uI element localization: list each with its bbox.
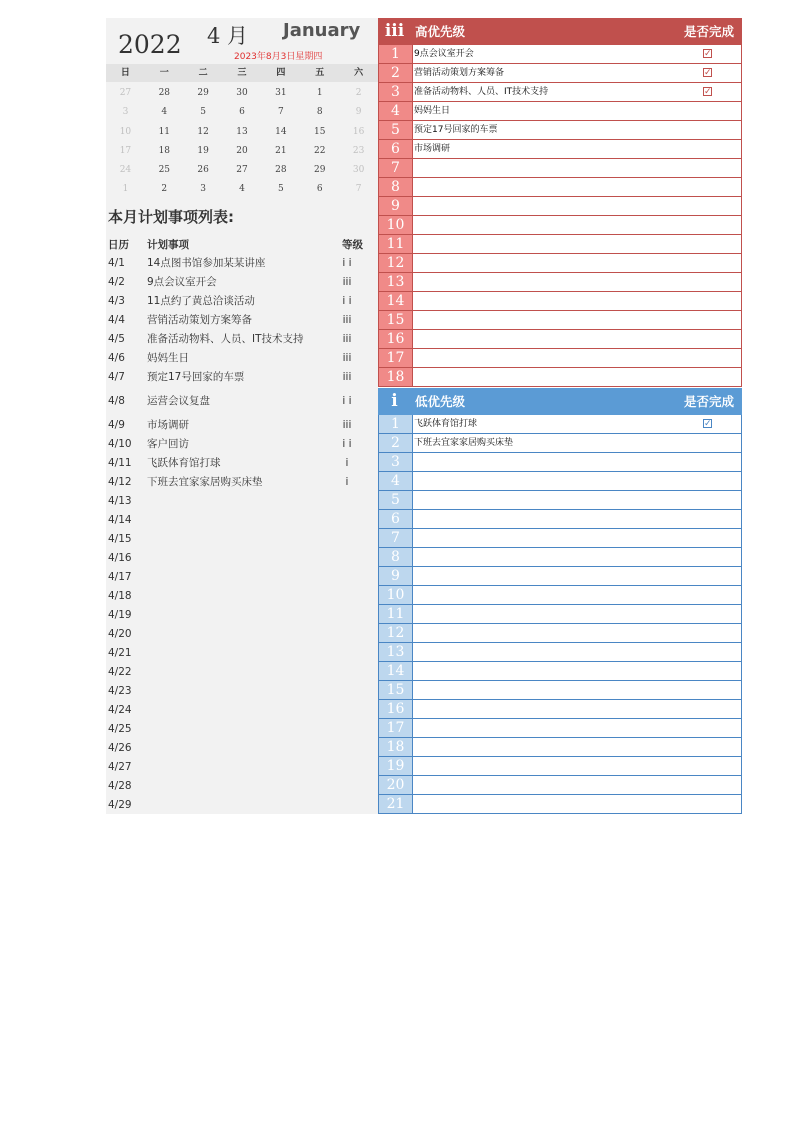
row-number: 3	[379, 453, 413, 471]
calendar-day[interactable]: 6	[316, 184, 323, 195]
low-priority-task-row[interactable]	[379, 491, 741, 510]
row-number: 9	[379, 197, 413, 215]
calendar-day[interactable]: 30	[236, 88, 248, 98]
row-number: 10	[379, 586, 413, 604]
row-number: 21	[379, 795, 413, 813]
calendar-year: 2022	[118, 30, 182, 59]
plan-row	[106, 568, 378, 587]
calendar-day[interactable]: 12	[197, 126, 209, 137]
plan-date: 4/3	[108, 295, 125, 307]
high-priority-task-row[interactable]	[379, 102, 741, 121]
low-priority-task-row[interactable]	[379, 795, 741, 814]
priority-mark-high: iii	[384, 21, 405, 41]
calendar-day[interactable]: 13	[236, 126, 248, 137]
low-priority-task-row[interactable]	[379, 757, 741, 776]
low-priority-task-row[interactable]	[379, 605, 741, 624]
low-priority-task-row[interactable]	[379, 738, 741, 757]
calendar-panel	[106, 18, 378, 814]
row-number: 5	[379, 491, 413, 509]
high-priority-panel	[378, 18, 742, 387]
weekday-label: 四	[276, 68, 286, 78]
task-text[interactable]: 营销活动策划方案筹备	[414, 68, 505, 78]
plan-row	[106, 663, 378, 682]
high-priority-task-row[interactable]	[379, 349, 741, 368]
row-number: 18	[379, 368, 413, 386]
plan-row	[106, 392, 378, 411]
weekday-label: 二	[198, 68, 208, 78]
low-priority-task-row[interactable]	[379, 776, 741, 795]
plan-item: 11点约了黄总洽谈活动	[147, 295, 255, 307]
plan-date: 4/16	[108, 552, 132, 564]
task-text[interactable]: 妈妈生日	[414, 106, 451, 116]
plan-row	[106, 739, 378, 758]
calendar-day[interactable]: 24	[119, 165, 132, 176]
low-priority-task-row[interactable]	[379, 586, 741, 605]
task-text[interactable]: 市场调研	[414, 144, 451, 154]
plan-list-title: 本月计划事项列表:	[108, 208, 234, 226]
plan-date: 4/19	[108, 609, 132, 621]
calendar-day[interactable]: 30	[352, 165, 365, 176]
high-priority-task-row[interactable]	[379, 140, 741, 159]
calendar-day[interactable]: 17	[119, 145, 132, 156]
weekday-label: 六	[354, 68, 364, 78]
plan-row	[106, 292, 378, 311]
plan-row	[106, 492, 378, 511]
calendar-day[interactable]: 26	[197, 165, 209, 176]
plan-date: 4/25	[108, 723, 132, 735]
calendar-grid	[106, 84, 378, 200]
high-priority-task-row[interactable]	[379, 178, 741, 197]
weekday-label: 日	[120, 68, 130, 78]
calendar-day[interactable]: 5	[278, 184, 284, 195]
high-priority-list	[378, 45, 742, 387]
plan-level: iii	[342, 419, 352, 431]
high-priority-task-row[interactable]	[379, 311, 741, 330]
weekday-label: 一	[159, 68, 169, 78]
plan-row	[106, 644, 378, 663]
calendar-month-en: January	[283, 20, 361, 41]
plan-level: iii	[342, 352, 352, 364]
row-number: 1	[379, 415, 413, 433]
task-text[interactable]: 9点会议室开会	[414, 49, 474, 59]
plan-date: 4/2	[108, 276, 125, 288]
high-priority-done-label: 是否完成	[683, 24, 734, 39]
high-priority-task-row[interactable]	[379, 159, 741, 178]
plan-date: 4/26	[108, 742, 132, 754]
weekday-label: 五	[315, 68, 325, 78]
plan-list-header	[106, 237, 378, 253]
task-text[interactable]: 下班去宜家家居购买床垫	[414, 438, 514, 448]
plan-row	[106, 511, 378, 530]
row-number: 12	[379, 254, 413, 272]
calendar-month-cn: 4 月	[207, 24, 249, 48]
row-number: 4	[379, 102, 413, 120]
calendar-day[interactable]: 1	[316, 88, 323, 98]
plan-row	[106, 796, 378, 815]
plan-row	[106, 330, 378, 349]
plan-item: 9点会议室开会	[147, 276, 217, 288]
task-text[interactable]: 准备活动物料、人员、IT技术支持	[414, 87, 549, 97]
low-priority-task-row[interactable]	[379, 643, 741, 662]
plan-date: 4/8	[108, 395, 125, 407]
calendar-day[interactable]: 7	[355, 184, 362, 195]
calendar-day[interactable]: 4	[161, 107, 168, 118]
row-number: 12	[379, 624, 413, 642]
plan-level: i	[345, 457, 349, 469]
low-priority-title: 低优先级	[415, 394, 466, 409]
high-priority-task-row[interactable]	[379, 216, 741, 235]
plan-row	[106, 530, 378, 549]
low-priority-task-row[interactable]	[379, 453, 741, 472]
row-number: 9	[379, 567, 413, 585]
low-priority-done-label: 是否完成	[683, 394, 734, 409]
high-priority-task-row[interactable]	[379, 235, 741, 254]
checked-checkbox-icon[interactable]: ✓	[704, 68, 712, 78]
calendar-week	[106, 180, 378, 199]
row-number: 16	[379, 700, 413, 718]
calendar-day[interactable]: 19	[197, 145, 209, 156]
plan-date: 4/15	[108, 533, 132, 545]
calendar-day[interactable]: 27	[236, 165, 248, 176]
high-priority-header	[378, 18, 742, 45]
plan-item: 客户回访	[147, 438, 189, 450]
plan-date: 4/11	[108, 457, 132, 469]
plan-level: iii	[342, 276, 352, 288]
current-date: 2023年8月3日星期四	[234, 52, 323, 62]
plan-date: 4/17	[108, 571, 132, 583]
calendar-week	[106, 142, 378, 161]
row-number: 6	[379, 510, 413, 528]
plan-item: 妈妈生日	[147, 352, 189, 364]
high-priority-title: 高优先级	[415, 24, 466, 39]
low-priority-task-row[interactable]	[379, 567, 741, 586]
calendar-day[interactable]: 8	[316, 107, 323, 118]
low-priority-panel	[378, 388, 742, 814]
plan-date: 4/18	[108, 590, 132, 602]
calendar-day[interactable]: 22	[314, 145, 326, 156]
row-number: 10	[379, 216, 413, 234]
plan-item: 飞跃体育馆打球	[147, 457, 221, 469]
calendar-day[interactable]: 21	[275, 145, 287, 156]
weekday-header	[106, 64, 378, 82]
high-priority-task-row[interactable]	[379, 254, 741, 273]
row-number: 4	[379, 472, 413, 490]
row-number: 19	[379, 757, 413, 775]
plan-row	[106, 625, 378, 644]
calendar-week	[106, 84, 378, 103]
plan-date: 4/9	[108, 419, 125, 431]
calendar-day[interactable]: 16	[352, 126, 365, 137]
row-number: 3	[379, 83, 413, 101]
plan-date: 4/20	[108, 628, 132, 640]
plan-level: i i	[342, 257, 352, 269]
plan-date: 4/27	[108, 761, 132, 773]
task-text[interactable]: 飞跃体育馆打球	[414, 419, 478, 429]
row-number: 5	[379, 121, 413, 139]
low-priority-task-row[interactable]	[379, 548, 741, 567]
plan-date: 4/24	[108, 704, 132, 716]
calendar-day[interactable]: 15	[314, 126, 326, 137]
row-number: 14	[379, 292, 413, 310]
row-number: 11	[379, 235, 413, 253]
calendar-day[interactable]: 2	[355, 88, 362, 98]
plan-row	[106, 454, 378, 473]
plan-level: i i	[342, 438, 352, 450]
plan-level: iii	[342, 333, 352, 345]
plan-date: 4/12	[108, 476, 132, 488]
plan-level: iii	[342, 371, 352, 383]
plan-date: 4/1	[108, 257, 125, 269]
calendar-day[interactable]: 1	[122, 184, 129, 195]
plan-date: 4/23	[108, 685, 132, 697]
plan-row	[106, 368, 378, 387]
low-priority-task-row[interactable]	[379, 624, 741, 643]
plan-date: 4/21	[108, 647, 132, 659]
plan-date: 4/10	[108, 438, 132, 450]
plan-row	[106, 758, 378, 777]
plan-row	[106, 416, 378, 435]
row-number: 13	[379, 273, 413, 291]
calendar-week	[106, 161, 378, 180]
low-priority-header	[378, 388, 742, 415]
plan-date: 4/22	[108, 666, 132, 678]
calendar-day[interactable]: 31	[275, 88, 287, 98]
high-priority-task-row[interactable]	[379, 273, 741, 292]
checked-checkbox-icon[interactable]: ✓	[704, 87, 712, 97]
plan-date: 4/14	[108, 514, 132, 526]
plan-row	[106, 273, 378, 292]
plan-row	[106, 349, 378, 368]
calendar-week	[106, 103, 378, 122]
plan-row	[106, 254, 378, 273]
low-priority-task-row[interactable]	[379, 434, 741, 453]
plan-item: 营销活动策划方案筹备	[147, 314, 252, 326]
plan-item: 预定17号回家的车票	[147, 371, 245, 383]
plan-date: 4/29	[108, 799, 132, 811]
row-number: 13	[379, 643, 413, 661]
plan-row	[106, 311, 378, 330]
row-number: 2	[379, 64, 413, 82]
calendar-day[interactable]: 10	[119, 126, 132, 137]
plan-level: iii	[342, 314, 352, 326]
calendar-day[interactable]: 4	[239, 184, 245, 195]
plan-item: 运营会议复盘	[147, 395, 210, 407]
plan-row	[106, 682, 378, 701]
plan-row	[106, 473, 378, 492]
low-priority-task-row[interactable]	[379, 681, 741, 700]
row-number: 15	[379, 681, 413, 699]
checked-checkbox-icon[interactable]: ✓	[704, 419, 712, 429]
calendar-day[interactable]: 29	[197, 88, 209, 98]
low-priority-task-row[interactable]	[379, 472, 741, 491]
plan-date: 4/5	[108, 333, 125, 345]
row-number: 11	[379, 605, 413, 623]
row-number: 16	[379, 330, 413, 348]
calendar-day[interactable]: 9	[355, 107, 362, 118]
task-text[interactable]: 预定17号回家的车票	[414, 125, 498, 135]
low-priority-task-row[interactable]	[379, 415, 741, 434]
high-priority-task-row[interactable]	[379, 368, 741, 387]
plan-item: 准备活动物料、人员、IT技术支持	[147, 333, 304, 345]
calendar-day[interactable]: 2	[161, 184, 168, 195]
low-priority-task-row[interactable]	[379, 529, 741, 548]
plan-row	[106, 587, 378, 606]
plan-row	[106, 549, 378, 568]
row-number: 7	[379, 529, 413, 547]
calendar-day[interactable]: 5	[200, 107, 207, 118]
row-number: 18	[379, 738, 413, 756]
calendar-day[interactable]: 6	[239, 107, 245, 118]
plan-level: i i	[342, 395, 352, 407]
row-number: 8	[379, 548, 413, 566]
plan-date: 4/13	[108, 495, 132, 507]
low-priority-task-row[interactable]	[379, 719, 741, 738]
high-priority-task-row[interactable]	[379, 292, 741, 311]
checked-checkbox-icon[interactable]: ✓	[704, 49, 712, 59]
row-number: 15	[379, 311, 413, 329]
plan-row	[106, 720, 378, 739]
high-priority-task-row[interactable]	[379, 121, 741, 140]
row-number: 20	[379, 776, 413, 794]
low-priority-task-row[interactable]	[379, 700, 741, 719]
calendar-day[interactable]: 7	[278, 107, 284, 118]
row-number: 17	[379, 349, 413, 367]
row-number: 14	[379, 662, 413, 680]
plan-date: 4/6	[108, 352, 125, 364]
plan-header-date: 日历	[108, 239, 129, 251]
plan-item: 下班去宜家家居购买床垫	[147, 476, 263, 488]
plan-header-item: 计划事项	[147, 239, 189, 251]
plan-date: 4/7	[108, 371, 125, 383]
calendar-day[interactable]: 18	[158, 145, 171, 156]
plan-row	[106, 435, 378, 454]
calendar-day[interactable]: 23	[352, 145, 365, 156]
low-priority-task-row[interactable]	[379, 662, 741, 681]
calendar-day[interactable]: 11	[158, 126, 171, 137]
plan-row	[106, 606, 378, 625]
calendar-day[interactable]: 14	[275, 126, 287, 137]
row-number: 7	[379, 159, 413, 177]
high-priority-task-row[interactable]	[379, 197, 741, 216]
plan-header-level: 等级	[342, 239, 363, 251]
calendar-day[interactable]: 29	[314, 165, 326, 176]
plan-level: i i	[342, 295, 352, 307]
row-number: 1	[379, 45, 413, 63]
calendar-day[interactable]: 28	[158, 88, 171, 98]
high-priority-task-row[interactable]	[379, 45, 741, 64]
calendar-day[interactable]: 28	[275, 165, 287, 176]
high-priority-task-row[interactable]	[379, 83, 741, 102]
calendar-day[interactable]: 25	[158, 165, 171, 176]
plan-item: 市场调研	[147, 419, 189, 431]
calendar-day[interactable]: 3	[122, 107, 129, 118]
plan-item: 14点图书馆参加某某讲座	[147, 257, 266, 269]
calendar-day[interactable]: 27	[119, 88, 132, 98]
weekday-label: 三	[237, 68, 247, 78]
row-number: 8	[379, 178, 413, 196]
plan-date: 4/4	[108, 314, 125, 326]
priority-mark-low: i	[391, 391, 398, 411]
plan-row	[106, 701, 378, 720]
row-number: 17	[379, 719, 413, 737]
high-priority-task-row[interactable]	[379, 330, 741, 349]
row-number: 2	[379, 434, 413, 452]
plan-level: i	[345, 476, 349, 488]
calendar-week	[106, 123, 378, 142]
high-priority-task-row[interactable]	[379, 64, 741, 83]
low-priority-list	[378, 415, 742, 814]
calendar-day[interactable]: 3	[200, 184, 207, 195]
calendar-day[interactable]: 20	[236, 145, 248, 156]
plan-date: 4/28	[108, 780, 132, 792]
plan-row	[106, 777, 378, 796]
low-priority-task-row[interactable]	[379, 510, 741, 529]
row-number: 6	[379, 140, 413, 158]
